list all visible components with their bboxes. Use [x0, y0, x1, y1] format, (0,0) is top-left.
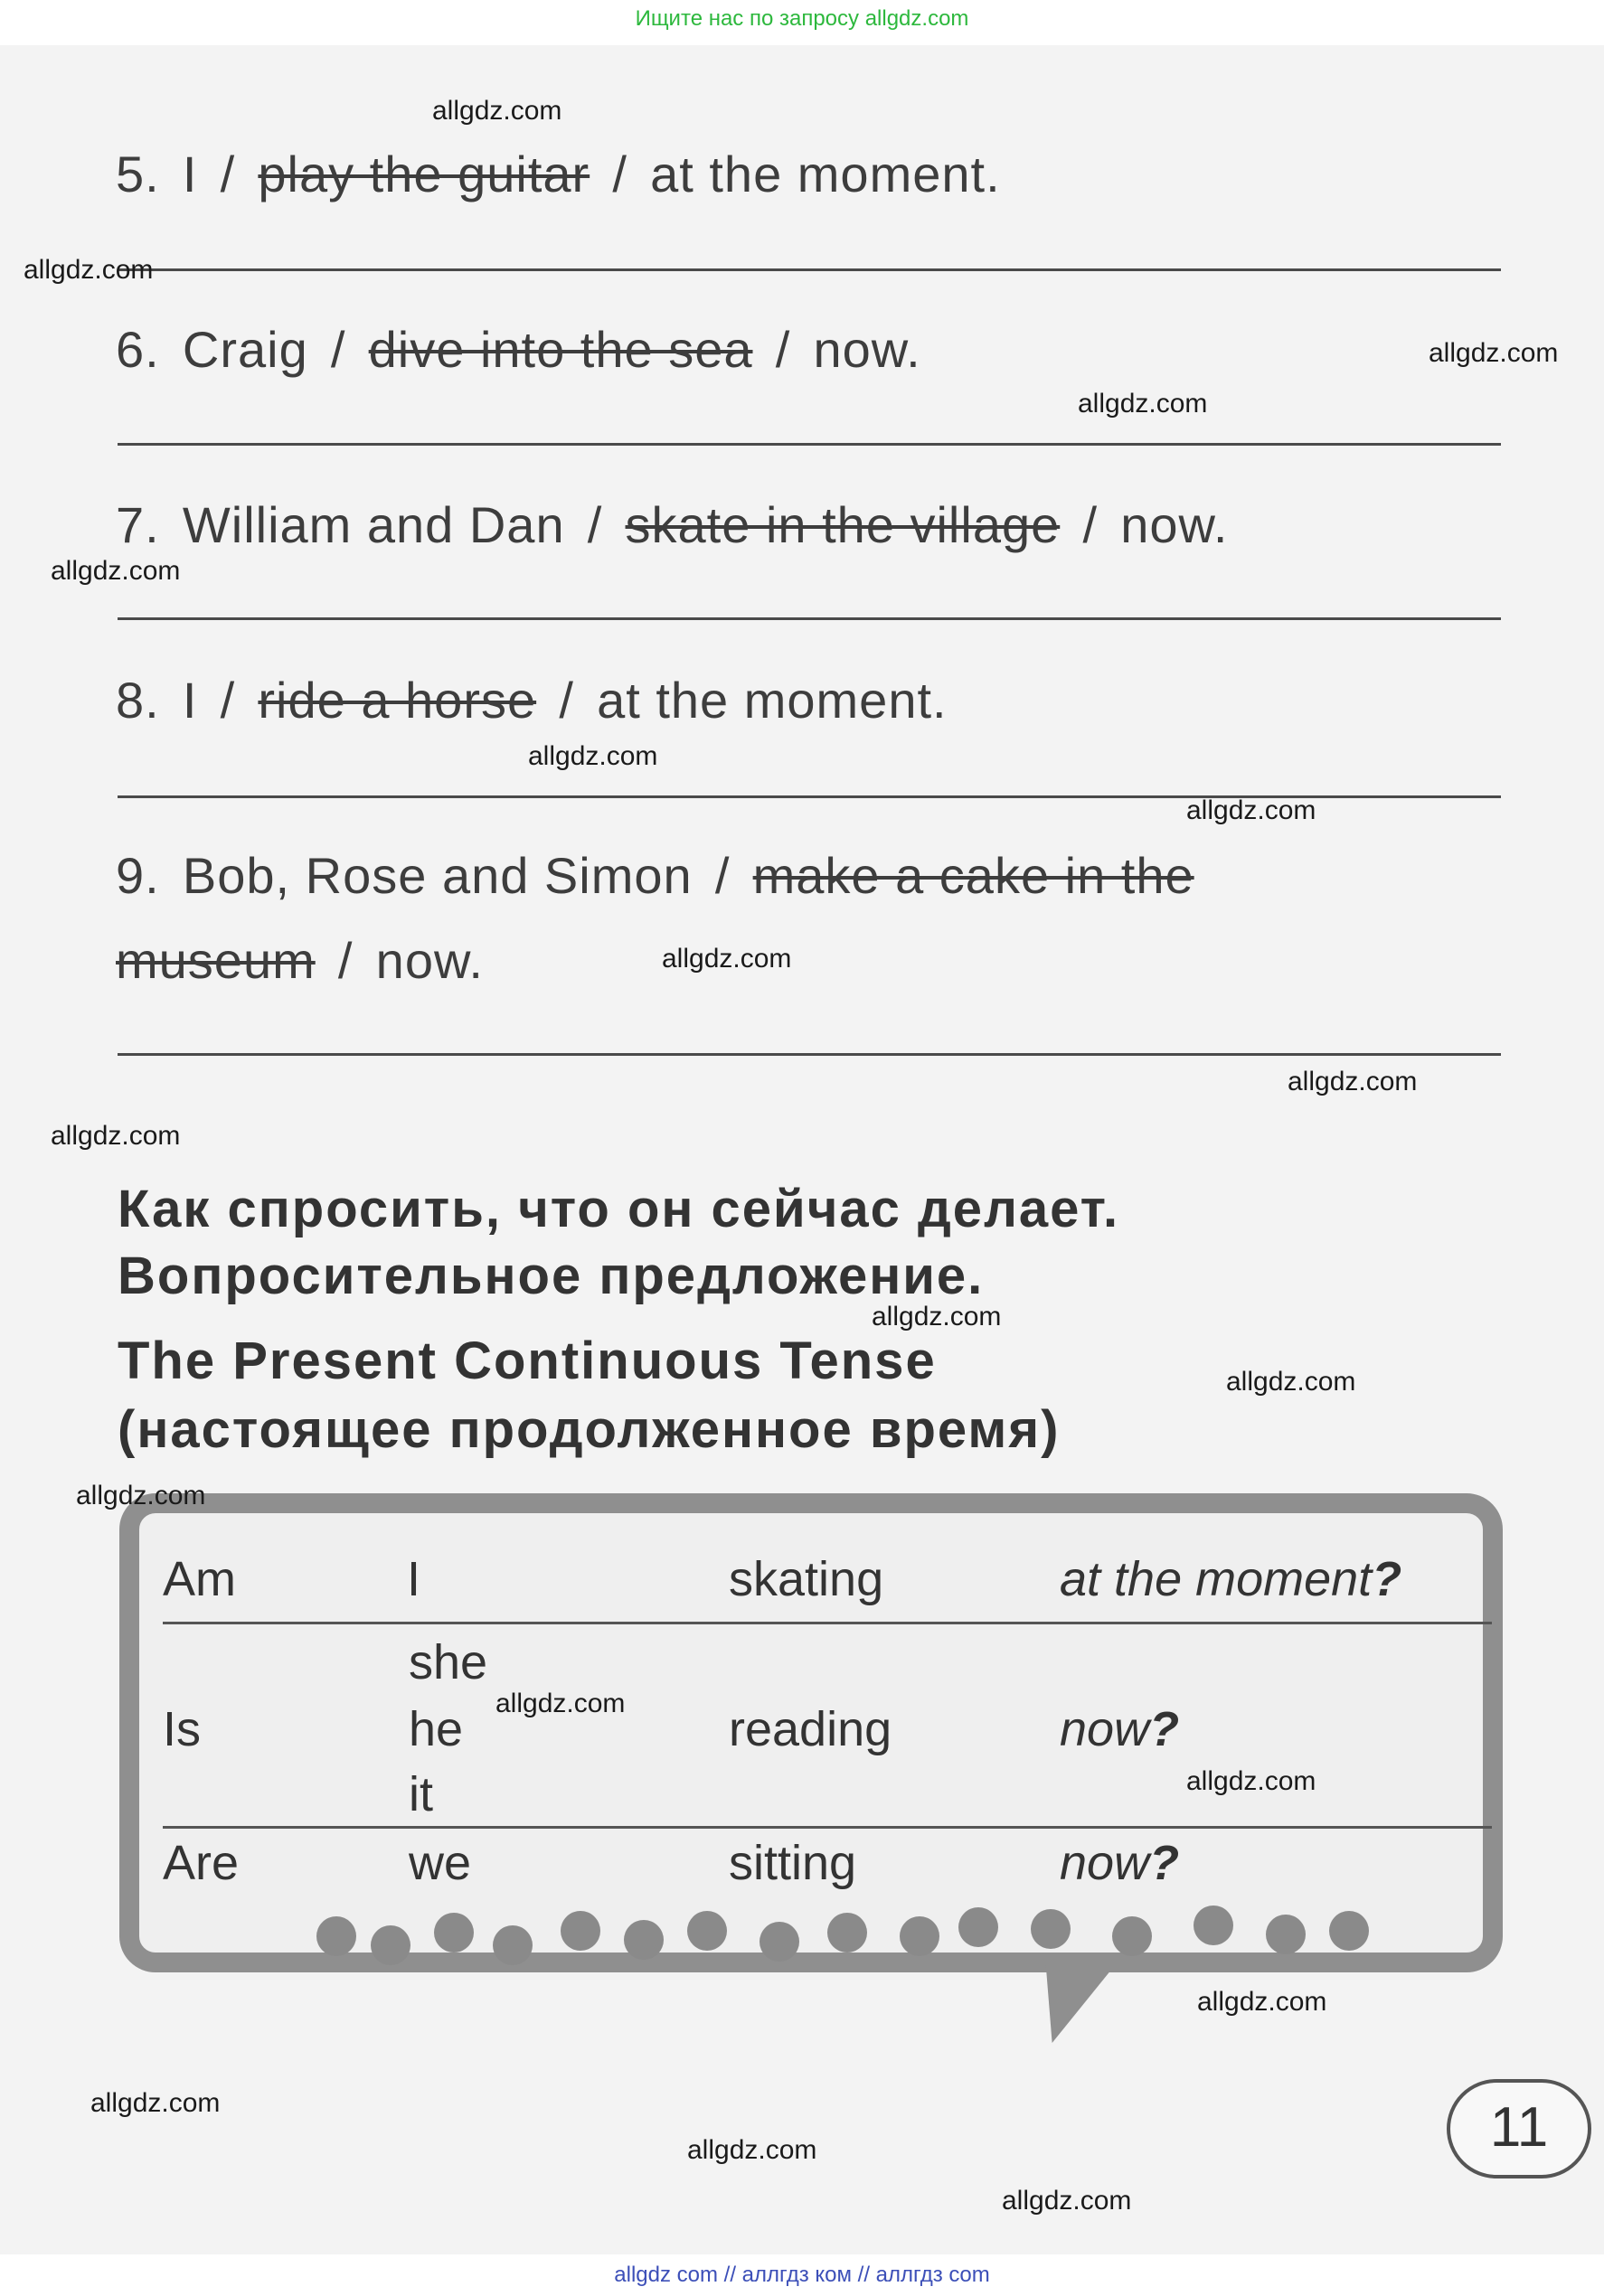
table-row-2-pronoun-3: it	[409, 1767, 433, 1821]
time-phrase: now.	[375, 932, 484, 989]
decor-dot	[760, 1922, 799, 1962]
table-row-2-time	[1060, 1701, 1179, 1757]
page-number: 11	[1489, 2096, 1549, 2159]
bottom-banner-text: allgdz com // аллгдз ком // аллгдз com	[614, 2263, 990, 2287]
struck-action: make a cake in the	[752, 847, 1194, 904]
watermark: allgdz.com	[1226, 1367, 1356, 1397]
decor-dot	[1031, 1909, 1071, 1949]
watermark: allgdz.com	[662, 944, 792, 974]
watermark: allgdz.com	[432, 96, 562, 126]
separator: /	[714, 847, 731, 904]
decor-dot	[561, 1911, 600, 1951]
heading-line-1: Как спросить, что он сейчас делает.	[118, 1180, 1120, 1238]
decor-dot	[1266, 1915, 1306, 1954]
separator: /	[337, 932, 354, 989]
bottom-banner	[0, 2254, 1604, 2296]
answer-line-7[interactable]	[118, 617, 1501, 620]
exercise-subject: William and Dan	[182, 496, 565, 553]
decor-dot	[371, 1925, 410, 1965]
answer-line-6[interactable]	[118, 443, 1501, 446]
table-row-1-time	[1060, 1551, 1401, 1607]
question-mark: ?	[1149, 1836, 1180, 1890]
time-text: now	[1060, 1836, 1150, 1890]
decor-dot	[687, 1911, 727, 1951]
exercise-7	[116, 495, 1228, 554]
table-row-2-verb: reading	[729, 1702, 892, 1756]
answer-line-5[interactable]	[118, 268, 1501, 271]
watermark: allgdz.com	[24, 255, 154, 285]
decor-dot	[316, 1916, 356, 1956]
table-row-3-aux: Are	[163, 1836, 240, 1890]
exercise-subject: Craig	[182, 321, 308, 378]
watermark: allgdz.com	[90, 2088, 221, 2118]
exercise-number: 7.	[116, 496, 160, 553]
watermark: allgdz.com	[1078, 389, 1208, 419]
separator: /	[775, 321, 791, 378]
separator: /	[220, 672, 236, 729]
time-phrase: at the moment.	[597, 672, 948, 729]
table-row-2-pronoun-1: she	[409, 1635, 488, 1689]
exercise-number: 9.	[116, 847, 160, 904]
exercise-subject: I	[182, 146, 198, 202]
exercise-6	[116, 320, 921, 379]
table-row-3-verb: sitting	[729, 1836, 857, 1890]
table-row-3-pronoun: we	[409, 1836, 472, 1890]
table-row-2-pronoun-2: he	[409, 1702, 464, 1756]
top-banner	[0, 0, 1604, 45]
time-text: at the moment	[1060, 1552, 1373, 1606]
struck-action: dive into the sea	[368, 321, 753, 378]
decor-dot	[958, 1907, 998, 1947]
heading-line-2: Вопросительное предложение.	[118, 1247, 985, 1305]
separator: /	[220, 146, 236, 202]
decor-dot	[900, 1916, 939, 1956]
separator: /	[330, 321, 346, 378]
heading-line-4: (настоящее продолженное время)	[118, 1400, 1061, 1459]
question-mark: ?	[1149, 1702, 1180, 1756]
struck-action: skate in the village	[625, 496, 1061, 553]
decor-dot	[1329, 1911, 1369, 1951]
table-row-2-aux: Is	[163, 1702, 202, 1756]
exercise-number: 5.	[116, 146, 160, 202]
time-text: now	[1060, 1702, 1150, 1756]
question-mark: ?	[1372, 1552, 1402, 1606]
exercise-number: 8.	[116, 672, 160, 729]
watermark: allgdz.com	[51, 556, 181, 586]
time-phrase: now.	[1120, 496, 1229, 553]
watermark: allgdz.com	[51, 1121, 181, 1151]
separator: /	[1082, 496, 1098, 553]
watermark: allgdz.com	[1186, 1766, 1316, 1796]
separator: /	[587, 496, 603, 553]
table-divider	[163, 1826, 1492, 1829]
answer-line-9[interactable]	[118, 1053, 1501, 1056]
exercise-8	[116, 671, 948, 729]
decor-dot	[1112, 1916, 1152, 1956]
watermark: allgdz.com	[76, 1481, 206, 1510]
watermark: allgdz.com	[1429, 338, 1559, 368]
watermark: allgdz.com	[687, 2135, 817, 2165]
exercise-5	[116, 145, 1001, 203]
table-divider	[163, 1622, 1492, 1624]
separator: /	[612, 146, 627, 202]
watermark: allgdz.com	[528, 741, 658, 771]
struck-action: ride a horse	[258, 672, 537, 729]
time-phrase: now.	[813, 321, 921, 378]
exercise-subject: I	[182, 672, 198, 729]
struck-action: play the guitar	[258, 146, 590, 202]
decor-dot	[827, 1913, 867, 1953]
speech-bubble-tail	[1016, 1962, 1118, 2043]
separator: /	[559, 672, 574, 729]
watermark: allgdz.com	[495, 1689, 626, 1718]
decor-dot	[493, 1925, 533, 1965]
watermark: allgdz.com	[872, 1302, 1002, 1331]
struck-action: museum	[116, 932, 316, 989]
table-row-1-verb: skating	[729, 1552, 884, 1606]
watermark: allgdz.com	[1197, 1987, 1327, 2017]
decor-dot	[1194, 1905, 1233, 1945]
exercise-9	[116, 846, 1194, 905]
table-row-1-pronoun: I	[407, 1552, 421, 1606]
watermark: allgdz.com	[1288, 1067, 1418, 1096]
top-banner-text: Ищите нас по запросу allgdz.com	[635, 6, 969, 31]
watermark: allgdz.com	[1002, 2186, 1132, 2216]
time-phrase: at the moment.	[650, 146, 1001, 202]
watermark: allgdz.com	[1186, 795, 1316, 825]
table-row-3-time	[1060, 1835, 1179, 1891]
heading-line-3: The Present Continuous Tense	[118, 1331, 937, 1390]
exercise-9-continued	[116, 931, 484, 990]
exercise-number: 6.	[116, 321, 160, 378]
decor-dot	[434, 1913, 474, 1953]
table-row-1-aux: Am	[163, 1552, 236, 1606]
decor-dot	[624, 1920, 664, 1960]
exercise-subject: Bob, Rose and Simon	[182, 847, 693, 904]
page-number-badge	[1447, 2079, 1591, 2178]
